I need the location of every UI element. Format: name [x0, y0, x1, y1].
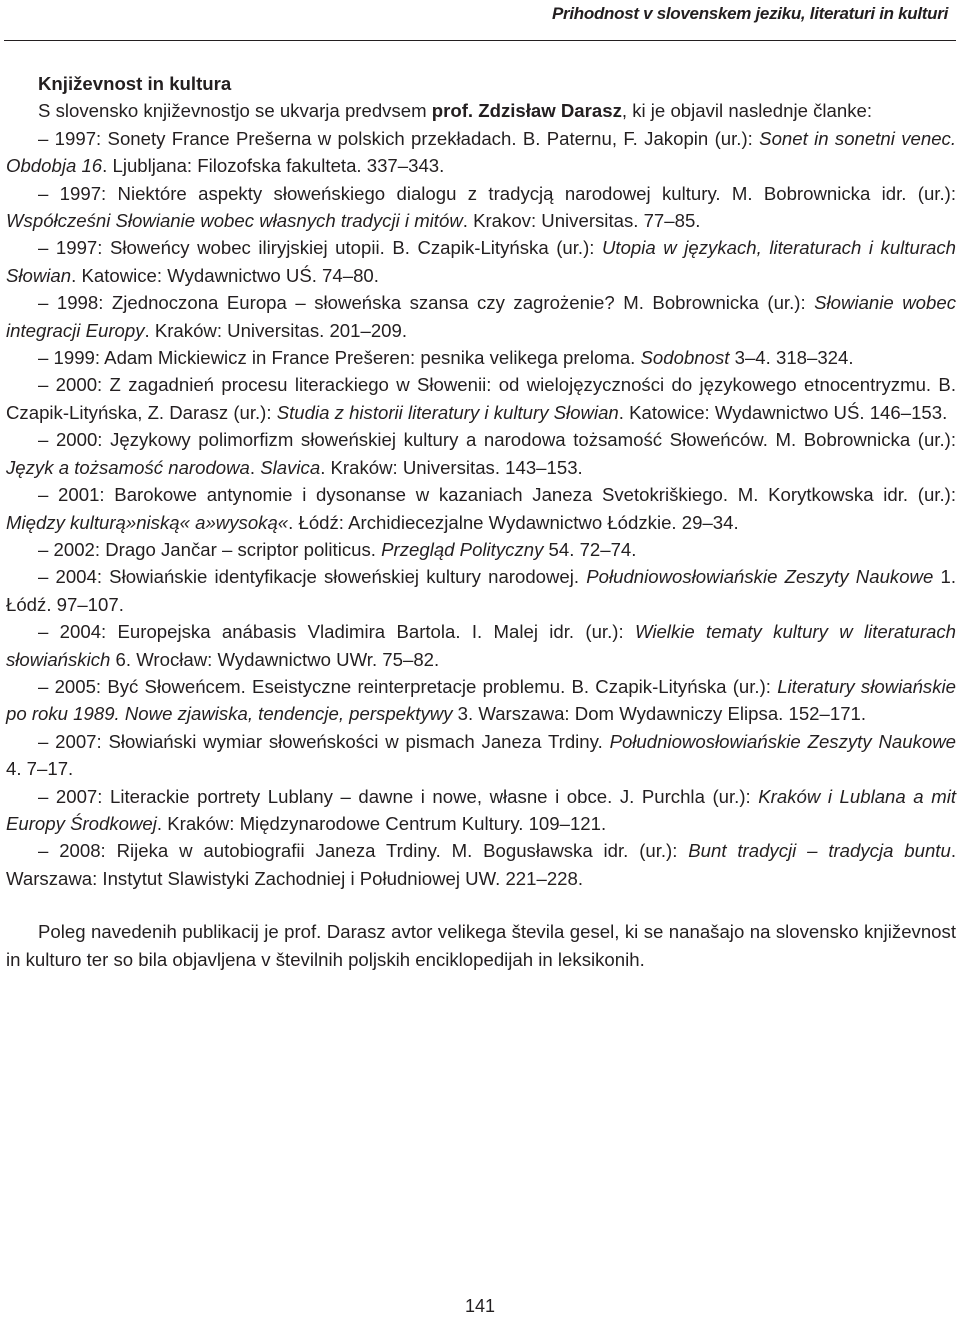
entry-title: Literatury słowiańskie po roku 1989. Nowe zjawiska, tendencje, perspektywy — [6, 675, 956, 725]
entry-title: Między kulturą»niską« a»wysoką« — [6, 511, 289, 533]
entry-text: . Kraków: Universitas. 143–153. — [320, 456, 583, 478]
bibliography-entry — [6, 371, 956, 426]
entry-text: – 2004: Słowiańskie identyfikacje słoweńskiej kultury narodowej. — [38, 566, 587, 588]
entry-text: 54. 72–74. — [543, 538, 637, 560]
entry-title: Południowosłowiańskie Zeszyty Naukowe — [586, 566, 934, 588]
entry-title: Współcześni Słowianie wobec własnych tradycji i mitów — [6, 210, 463, 232]
bibliography-entry — [6, 481, 956, 536]
entry-text: . Kraków: Universitas. 201–209. — [144, 319, 408, 341]
entry-text: – 2000: Językowy polimorfizm słoweńskiej kultury a narodowa tożsamość Słoweńców. M. Bobrownicka (ur.): — [38, 429, 956, 451]
entry-title: Studia z historii literatury i kultury Słowian — [276, 401, 619, 423]
entry-text: 3–4. 318–324. — [729, 347, 854, 369]
entry-title: Wielkie tematy kultury w literaturach słowiańskich — [6, 621, 956, 670]
intro-paragraph — [6, 97, 956, 124]
bibliography-entry — [6, 289, 956, 344]
entry-title: Południowosłowiańskie Zeszyty Naukowe — [609, 730, 956, 752]
entry-text: . Katowice: Wydawnictwo UŚ. 146–153. — [618, 401, 948, 423]
bibliography-entry — [6, 180, 956, 235]
entry-title: Slavica — [260, 456, 321, 478]
bibliography-entry — [6, 837, 956, 892]
closing-paragraph: Poleg navedenih publikacij je prof. Darasz avtor velikega števila gesel, ki se nanašajo na slovensko književnost in kulturo ter so bila objavljena v številnih poljskih enciklopedijah in leksikonih. — [6, 921, 956, 970]
running-head: Prihodnost v slovenskem jeziku, literaturi in kulturi — [552, 4, 948, 23]
entry-title: Sodobnost — [640, 347, 730, 369]
intro-text-end: , ki je objavil naslednje članke: — [621, 100, 873, 122]
bibliography-entry — [6, 344, 956, 371]
entry-title: Słowianie wobec integracji Europy — [6, 292, 956, 341]
bibliography-entry — [6, 426, 956, 481]
bibliography-entry — [6, 618, 956, 673]
intro-author: prof. Zdzisław Darasz — [431, 100, 622, 122]
page-number: 141 — [464, 1296, 496, 1316]
entry-text: . — [249, 456, 261, 478]
entry-text: . Ljubljana: Filozofska fakulteta. 337–343. — [102, 155, 445, 177]
entry-text: – 2005: Być Słoweńcem. Eseistyczne reinterpretacje problemu. B. Czapik-Lityńska (ur.): — [38, 675, 778, 697]
entry-text: . Krakov: Universitas. 77–85. — [462, 210, 701, 232]
entry-title: Język a tożsamość narodowa — [6, 456, 250, 478]
entry-text: – 1997: Słoweńcy wobec iliryjskiej utopii. B. Czapik-Lityńska (ur.): — [38, 237, 602, 259]
entry-text: . Kraków: Międzynarodowe Centrum Kultury. 109–121. — [156, 812, 607, 834]
entry-text: – 2008: Rijeka w autobiografii Janeza Trdiny. M. Bogusławska idr. (ur.): — [38, 840, 689, 862]
entry-text: . Łódź: Archidiecezjalne Wydawnictwo Łódzkie. 29–34. — [288, 511, 739, 533]
bibliography-entry — [6, 728, 956, 783]
page-body — [6, 70, 956, 973]
entry-title: Kraków i Lublana a mit Europy Środkowej — [6, 785, 956, 834]
entry-text: – 2002: Drago Jančar – scriptor politicus. — [38, 538, 382, 560]
entry-title: Utopia w językach, literaturach i kulturach Słowian — [6, 237, 956, 286]
intro-text: S slovensko književnostjo se ukvarja predvsem — [38, 100, 432, 122]
entry-title: Przegląd Polityczny — [381, 538, 544, 560]
header-divider — [4, 40, 956, 41]
entry-text: 1. Łódź. 97–107. — [6, 566, 956, 615]
entry-text: 3. Warszawa: Dom Wydawniczy Elipsa. 152–171. — [452, 703, 867, 725]
entry-text: – 1999: Adam Mickiewicz in France Prešeren: pesnika velikega preloma. — [38, 347, 641, 369]
entry-text: – 2000: Z zagadnień procesu literackiego w Słowenii: od wielojęzyczności do językowego etnocentryzmu. B. Czapik-Lityńska, Z. Darasz (ur.): — [6, 374, 956, 423]
entry-text: – 1997: Niektóre aspekty słoweńskiego dialogu z tradycją narodowej kultury. M. Bobrownicka idr. (ur.): — [38, 182, 956, 204]
entry-text: . Warszawa: Instytut Slawistyki Zachodniej i Południowej UW. 221–228. — [6, 840, 956, 889]
entry-title: Sonet in sonetni venec. Obdobja 16 — [6, 127, 956, 177]
entry-text: 4. 7–17. — [6, 758, 74, 780]
entry-text: – 2001: Barokowe antynomie i dysonanse w kazaniach Janeza Svetokriškiego. M. Korytkowska idr. (ur.): — [38, 484, 956, 506]
section-title: Književnost in kultura — [38, 73, 232, 94]
entry-text: – 2004: Europejska anábasis Vladimira Bartola. I. Malej idr. (ur.): — [38, 621, 635, 643]
bibliography-entry — [6, 673, 956, 728]
bibliography-list — [6, 125, 956, 892]
bibliography-entry — [6, 536, 956, 563]
entry-title: Bunt tradycji – tradycja buntu — [688, 840, 951, 862]
entry-text: – 1997: Sonety France Prešerna w polskich przekładach. B. Paternu, F. Jakopin (ur.): — [38, 127, 760, 149]
entry-text: – 1998: Zjednoczona Europa – słoweńska szansa czy zagrożenie? M. Bobrownicka (ur.): — [38, 292, 815, 314]
bibliography-entry — [6, 234, 956, 289]
bibliography-entry — [6, 125, 956, 180]
bibliography-entry — [6, 783, 956, 838]
entry-text: 6. Wrocław: Wydawnictwo UWr. 75–82. — [110, 648, 440, 670]
entry-text: . Katowice: Wydawnictwo UŚ. 74–80. — [71, 264, 379, 286]
bibliography-entry — [6, 563, 956, 618]
entry-text: – 2007: Literackie portrety Lublany – dawne i nowe, własne i obce. J. Purchla (ur.): — [38, 785, 759, 807]
entry-text: – 2007: Słowiański wymiar słoweńskości w pismach Janeza Trdiny. — [38, 730, 610, 752]
